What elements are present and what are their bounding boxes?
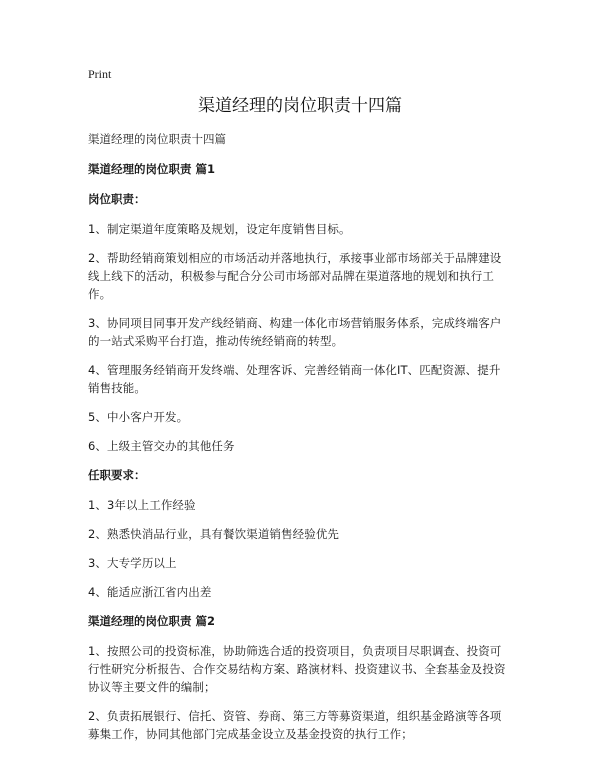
section-heading: 渠道经理的岗位职责 篇2 <box>88 614 216 628</box>
print-label: Print <box>88 67 112 81</box>
list-item: 1、3年以上工作经验 <box>88 498 196 512</box>
list-item: 6、上级主管交办的其他任务 <box>88 439 235 453</box>
section-heading: 渠道经理的岗位职责 篇1 <box>88 162 216 176</box>
subsection-heading: 任职要求： <box>88 468 146 482</box>
document-body <box>88 160 512 743</box>
list-item: 2、熟悉快消品行业，具有餐饮渠道销售经验优先 <box>88 527 340 541</box>
list-item: 3、协同项目同事开发产线经销商、构建一体化市场营销服务体系，完成终端客户的一站式采购平台打造，推动传统经销商的转型。 <box>88 316 502 348</box>
job-section <box>88 612 512 743</box>
document-subtitle: 渠道经理的岗位职责十四篇 <box>88 132 226 146</box>
list-item: 4、管理服务经销商开发终端、处理客诉、完善经销商一体化IT、匹配资源、提升销售技能。 <box>88 363 501 395</box>
job-section <box>88 160 512 601</box>
list-item: 5、中小客户开发。 <box>88 410 189 424</box>
list-item: 3、大专学历以上 <box>88 556 177 570</box>
list-item: 4、能适应浙江省内出差 <box>88 585 212 599</box>
list-item: 1、按照公司的投资标准，协助筛选合适的投资项目，负责项目尽职调查、投资可行性研究分析报告、合作交易结构方案、路演材料、投资建议书、全套基金及投资协议等主要文件的编制； <box>88 644 506 694</box>
document-title: 渠道经理的岗位职责十四篇 <box>198 96 402 116</box>
list-item: 1、制定渠道年度策略及规划，设定年度销售目标。 <box>88 222 351 236</box>
subsection-heading: 岗位职责： <box>88 192 146 206</box>
list-item: 2、负责拓展银行、信托、资管、券商、第三方等募资渠道，组织基金路演等各项募集工作，协同其他部门完成基金设立及基金投资的执行工作； <box>88 709 502 741</box>
list-item: 2、帮助经销商策划相应的市场活动并落地执行，承接事业部市场部关于品牌建设线上线下的活动，积极参与配合分公司市场部对品牌在渠道落地的规划和执行工作。 <box>88 251 502 301</box>
